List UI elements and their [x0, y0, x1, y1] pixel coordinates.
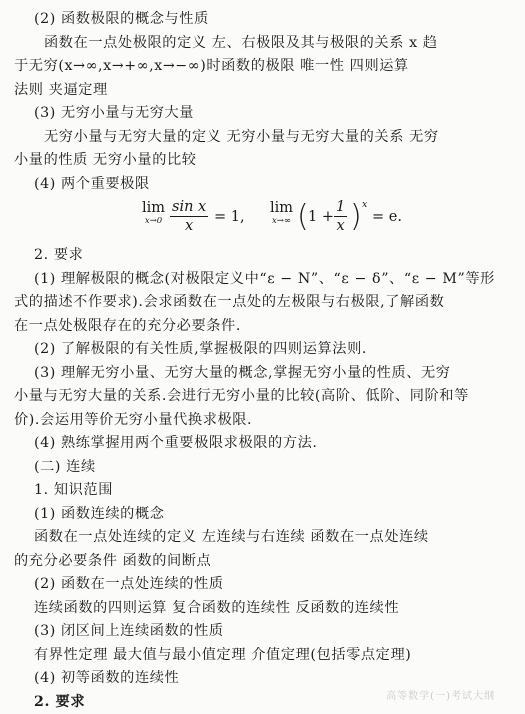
paragraph-line: 函数在一点处极限的定义 左、右极限及其与极限的关系 x 趋	[14, 32, 511, 56]
faded-footer-text: 高等数学(一)考试大纲	[386, 687, 495, 702]
paragraph-line: (2) 了解极限的有关性质,掌握极限的四则运算法则.	[14, 338, 511, 362]
fraction-sinx-over-x	[170, 198, 208, 235]
lim-word: lim	[142, 200, 165, 216]
paragraph-line: 的充分必要条件 函数的间断点	[14, 550, 511, 574]
limit-operator	[270, 200, 293, 226]
limit-subscript: x→∞	[270, 216, 293, 226]
section-heading-function-limit: (2) 函数极限的概念与性质	[14, 8, 511, 32]
fraction-denominator: x	[334, 217, 347, 235]
lim-word: lim	[270, 200, 293, 216]
limit-subscript: x→0	[142, 216, 165, 226]
paragraph-line: 价).会运用等价无穷小量代换求极限.	[14, 409, 511, 433]
paragraph-line: (1) 理解极限的概念(对极限定义中“ε − N”、“ε − δ”、“ε − M”等形	[14, 268, 511, 292]
fraction-one-over-x	[334, 198, 347, 235]
equals-one: = 1,	[214, 209, 245, 225]
fraction-denominator: x	[170, 217, 208, 235]
fraction-numerator: sin x	[170, 198, 208, 217]
paragraph-line: 连续函数的四则运算 复合函数的连续性 反函数的连续性	[14, 597, 511, 621]
paragraph-line: 法则 夹逼定理	[14, 79, 511, 103]
right-parenthesis: )	[350, 200, 362, 234]
paragraph-line: 在一点处极限存在的充分必要条件.	[14, 315, 511, 339]
exponent: x	[362, 199, 367, 210]
fraction-numerator: 1	[334, 198, 347, 217]
important-limits-formula	[14, 198, 511, 244]
knowledge-scope-heading: 1. 知识范围	[14, 479, 511, 503]
section-heading-infinitesimal: (3) 无穷小量与无穷大量	[14, 102, 511, 126]
paragraph-line: 函数在一点处连续的定义 左连续与右连续 函数在一点处连续	[14, 526, 511, 550]
paragraph-line: 无穷小量与无穷大量的定义 无穷小量与无穷大量的关系 无穷	[14, 126, 511, 150]
section-heading-important-limits: (4) 两个重要极限	[14, 173, 511, 197]
one-plus: 1 +	[308, 209, 334, 225]
paragraph-line: 有界性定理 最大值与最小值定理 介值定理(包括零点定理)	[14, 644, 511, 668]
subsection-heading: (4) 初等函数的连续性	[14, 667, 511, 691]
equals-e: = e.	[372, 209, 402, 225]
paragraph-line: 小量的性质 无穷小量的比较	[14, 149, 511, 173]
left-parenthesis: (	[297, 200, 309, 234]
limit-operator	[142, 200, 165, 226]
subsection-heading: (3) 闭区间上连续函数的性质	[14, 620, 511, 644]
subsection-heading: (1) 函数连续的概念	[14, 503, 511, 527]
paragraph-line: 式的描述不作要求).会求函数在一点处的左极限与右极限,了解函数	[14, 291, 511, 315]
subsection-heading: (2) 函数在一点处连续的性质	[14, 573, 511, 597]
section-heading-continuity: (二) 连续	[14, 456, 511, 480]
paragraph-line: (4) 熟练掌握用两个重要极限求极限的方法.	[14, 432, 511, 456]
paragraph-line: 于无穷(x→∞,x→+∞,x→−∞)时函数的极限 唯一性 四则运算	[14, 55, 511, 79]
paragraph-line: 小量与无穷大量的关系.会进行无穷小量的比较(高阶、低阶、同阶和等	[14, 385, 511, 409]
requirements-heading: 2. 要求	[14, 691, 511, 714]
paragraph-line: (3) 理解无穷小量、无穷大量的概念,掌握无穷小量的性质、无穷	[14, 362, 511, 386]
requirements-heading: 2. 要求	[14, 244, 511, 268]
